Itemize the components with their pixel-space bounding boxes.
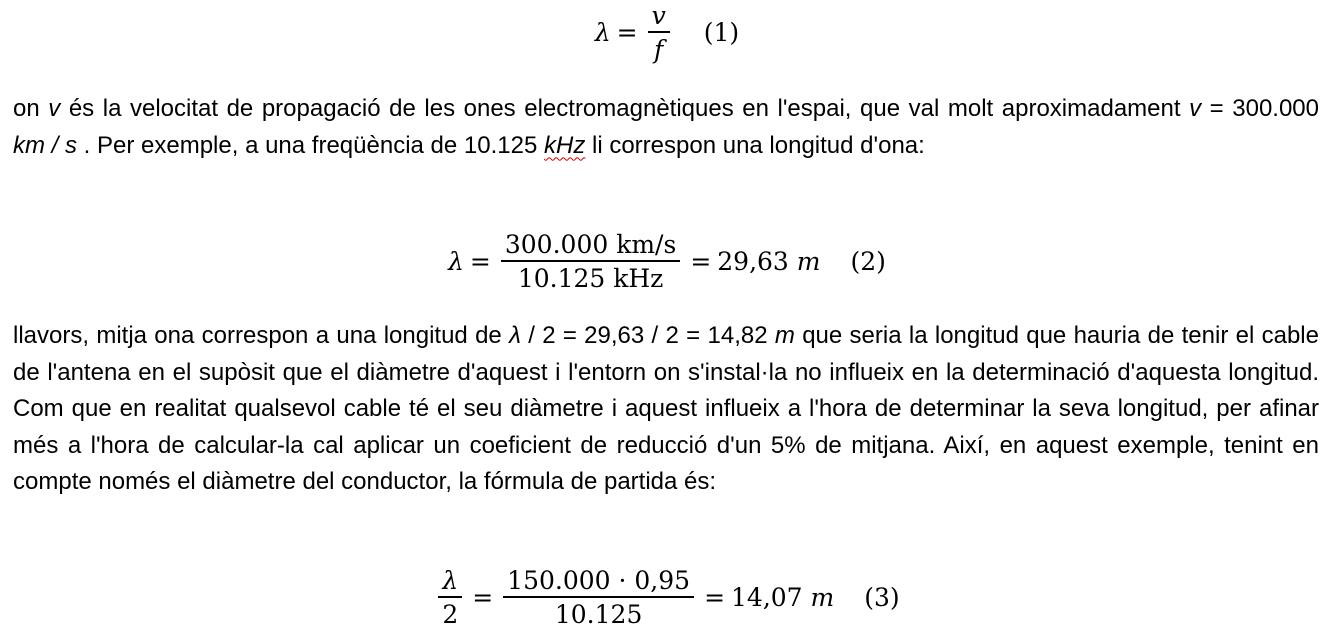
p2-lambda-symbol: λ — [509, 322, 521, 349]
p2-text-1: llavors, mitja ona correspon a una longitud de — [13, 322, 510, 349]
eq3-result-unit: m — [810, 582, 835, 612]
p2-lambda-unit: m — [774, 322, 795, 349]
eq2-result-value: 29,63 — [717, 246, 789, 276]
p2-text-3: de mitjana. Així, en aquest exemple, tenint en compte només el diàmetre del conductor, la fórmula de partida és: — [13, 431, 1320, 495]
eq1-number: (1) — [703, 17, 740, 47]
eq1-equals: = — [616, 17, 638, 47]
p1-text-1: on — [13, 95, 49, 122]
eq3-lhs-numerator: λ — [438, 568, 462, 598]
eq1-numerator: v — [648, 3, 670, 33]
eq2-equals-2: = — [690, 246, 712, 276]
eq3-number: (3) — [864, 582, 900, 612]
eq3-lhs-fraction — [438, 565, 462, 629]
eq2-numerator: 300.000 km/s — [501, 232, 680, 262]
equation-2 — [0, 226, 1334, 296]
paragraph-2 — [13, 318, 1319, 501]
p1-text-2: és la velocitat de propagació de les ones electromagnètiques en l'espai, que val molt aproximadament — [68, 95, 1190, 122]
eq2-result-unit: m — [796, 246, 821, 276]
eq2-lambda: λ — [448, 246, 464, 276]
p1-text-3: . Per exemple, a una freqüència de — [77, 131, 464, 159]
eq1-lambda: λ — [594, 17, 611, 47]
eq3-result-value: 14,07 — [731, 582, 803, 612]
paragraph-1 — [13, 91, 1319, 164]
p1-text-4: li correspon una longitud d'ona: — [592, 131, 925, 159]
eq3-fraction — [503, 565, 694, 629]
p2-lambda-expression: / 2 = 29,63 / 2 = 14,82 — [520, 322, 775, 349]
eq2-fraction — [501, 229, 680, 293]
eq1-denominator: f — [654, 34, 664, 64]
p1-frequency-unit: kHz — [543, 131, 586, 159]
p2-text-2: que seria la longitud que hauria de tenir el cable de l'antena en el supòsit que el diàmetre d'aquest i l'entorn on s'instal·la no influeix en la determinació d'aquesta longitud. Com que en realitat qualsevol cable té el seu diàmetre i aquest influeix a l'hora de determinar la seva longitud, per afinar més a l'hora de calcular-la cal aplicar un coeficient de reducció d'un — [13, 322, 1319, 459]
equation-1 — [0, 0, 1334, 64]
p1-v-expression-unit: km / s — [13, 131, 77, 159]
eq3-equals-2: = — [704, 582, 726, 612]
p1-frequency-value: 10.125 — [463, 131, 544, 159]
p1-v-expression-value: = 300.000 — [1201, 95, 1319, 122]
eq3-lhs-denominator: 2 — [442, 599, 459, 629]
eq3-denominator: 10.125 — [554, 599, 643, 629]
eq3-equals-1: = — [472, 582, 494, 612]
eq2-equals-1: = — [469, 246, 491, 276]
eq2-denominator: 10.125 kHz — [517, 263, 664, 293]
eq2-number: (2) — [850, 246, 886, 276]
p2-percent: 5% — [770, 431, 806, 459]
equation-3 — [0, 562, 1334, 632]
eq3-numerator: 150.000 · 0,95 — [503, 568, 694, 598]
p1-v-expression-var: v — [1189, 95, 1202, 122]
p1-v-symbol: v — [48, 95, 61, 122]
eq1-fraction — [648, 0, 670, 64]
